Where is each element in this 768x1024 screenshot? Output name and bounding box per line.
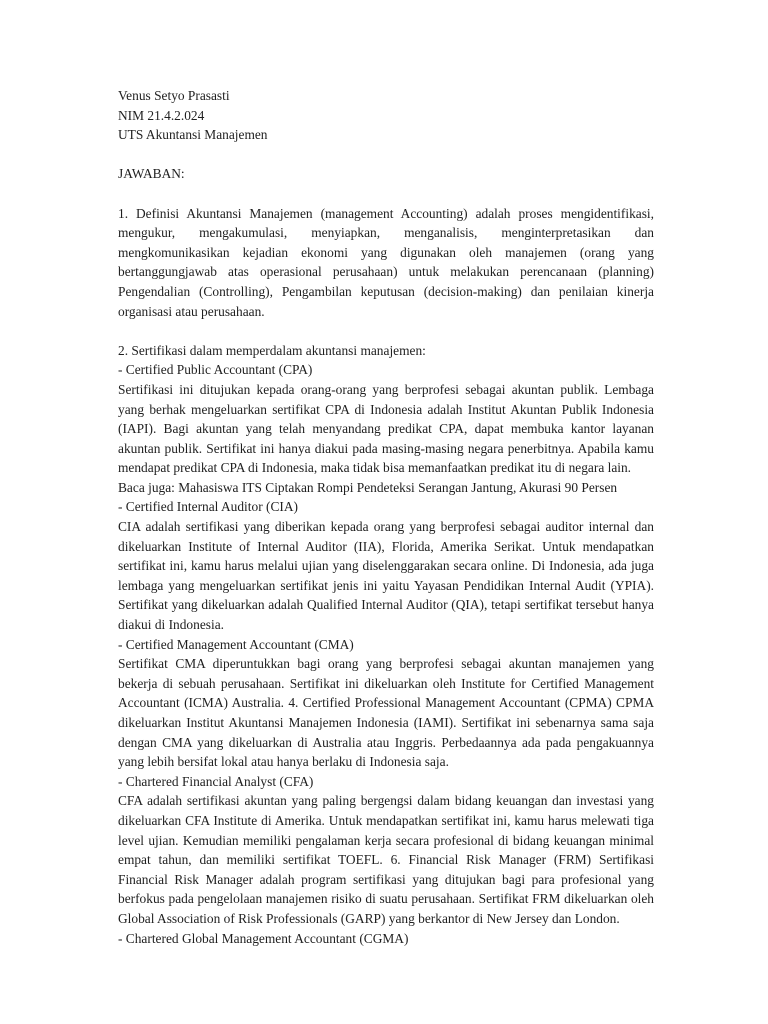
cert-cfa-title: - Chartered Financial Analyst (CFA)	[118, 773, 314, 789]
answer-heading: JAWABAN:	[118, 166, 185, 182]
exam-title: UTS Akuntansi Manajemen	[118, 127, 268, 143]
answer-1-paragraph: 1. Definisi Akuntansi Manajemen (management Accounting) adalah proses mengidentifikasi, mengukur, mengakumulasi, menyiapkan, menganalisis, menginterpretasikan dan mengkomunikasikan kejadian ekonomi yang digunakan oleh manajemen (orang yang bertanggungjawab atas operasional perusahaan) untuk melakukan perencanaan (planning) Pengendalian (Controlling), Pengambilan keputusan (decision-making) dan penilaian kinerja organisasi atau perusahaan.	[118, 205, 654, 319]
cert-cpa-title: - Certified Public Accountant (CPA)	[118, 362, 313, 378]
cert-cia-title: - Certified Internal Auditor (CIA)	[118, 499, 298, 515]
cert-cia-body: CIA adalah sertifikasi yang diberikan kepada orang yang berprofesi sebagai auditor internal dan dikeluarkan Institute of Internal Auditor (IIA), Florida, Amerika Serikat. Untuk mendapatkan sertifikat ini, kamu harus melalui ujian yang diselenggarakan secara online. Di Indonesia, ada juga lembaga yang mengeluarkan sertifikat jenis ini yaitu Yayasan Pendidikan Internal Audit (YPIA). Sertifikat yang dikeluarkan adalah Qualified Internal Auditor (QIA), tetapi sertifikat tersebut hanya diakui di Indonesia.	[118, 519, 654, 633]
cert-cfa-body: CFA adalah sertifikasi akuntan yang paling bergengsi dalam bidang keuangan dan investasi yang dikeluarkan CFA Institute di Amerika. Untuk mendapatkan sertifikat ini, kamu harus melewati tiga level ujian. Kemudian memiliki pengalaman kerja secara profesional di bidang keuangan minimal empat tahun, dan memiliki sertifikat TOEFL. 6. Financial Risk Manager (FRM) Sertifikasi Financial Risk Manager adalah program sertifikasi yang ditujukan bagi para profesional yang berfokus pada pengelolaan manajemen risiko di suatu perusahaan. Sertifikat FRM dikeluarkan oleh Global Association of Risk Professionals (GARP) yang berkantor di New Jersey dan London.	[118, 793, 654, 926]
author-name: Venus Setyo Prasasti	[118, 88, 230, 103]
cert-cma-title: - Certified Management Accountant (CMA)	[118, 636, 354, 652]
cert-cpa-body: Sertifikasi ini ditujukan kepada orang-orang yang berprofesi sebagai akuntan publik. Lembaga yang berhak mengeluarkan sertifikat CPA di Indonesia adalah Institut Akuntan Publik Indonesia (IAPI). Bagi akuntan yang telah menyandang predikat CPA, dapat membuka kantor layanan akuntan publik. Sertifikat ini hanya diakui pada masing-masing negara penerbitnya. Apabila kamu mendapat predikat CPA di Indonesia, maka tidak bisa memanfaatkan predikat itu di negara lain.	[118, 381, 654, 476]
cert-cma-body: Sertifikat CMA diperuntukkan bagi orang yang berprofesi sebagai akuntan manajemen yang bekerja di sebuah perusahaan. Sertifikat ini dikeluarkan oleh Institute for Certified Management Accountant (ICMA) Australia. 4. Certified Professional Management Accountant (CPMA) CPMA dikeluarkan Institut Akuntansi Manajemen Indonesia (IAMI). Sertifikat ini sebenarnya sama saja dengan CMA yang dikeluarkan di Australia atau Inggris. Perbedaannya ada pada pengakuannya yang lebih bersifat lokal atau hanya berlaku di Indonesia saja.	[118, 656, 654, 770]
answer-2-intro: 2. Sertifikasi dalam memperdalam akuntansi manajemen:	[118, 342, 426, 358]
cert-cgma-title: - Chartered Global Management Accountant (CGMA)	[118, 930, 409, 946]
related-article-note: Baca juga: Mahasiswa ITS Ciptakan Rompi Pendeteksi Serangan Jantung, Akurasi 90 Persen	[118, 479, 618, 495]
student-id: NIM 21.4.2.024	[118, 107, 205, 123]
